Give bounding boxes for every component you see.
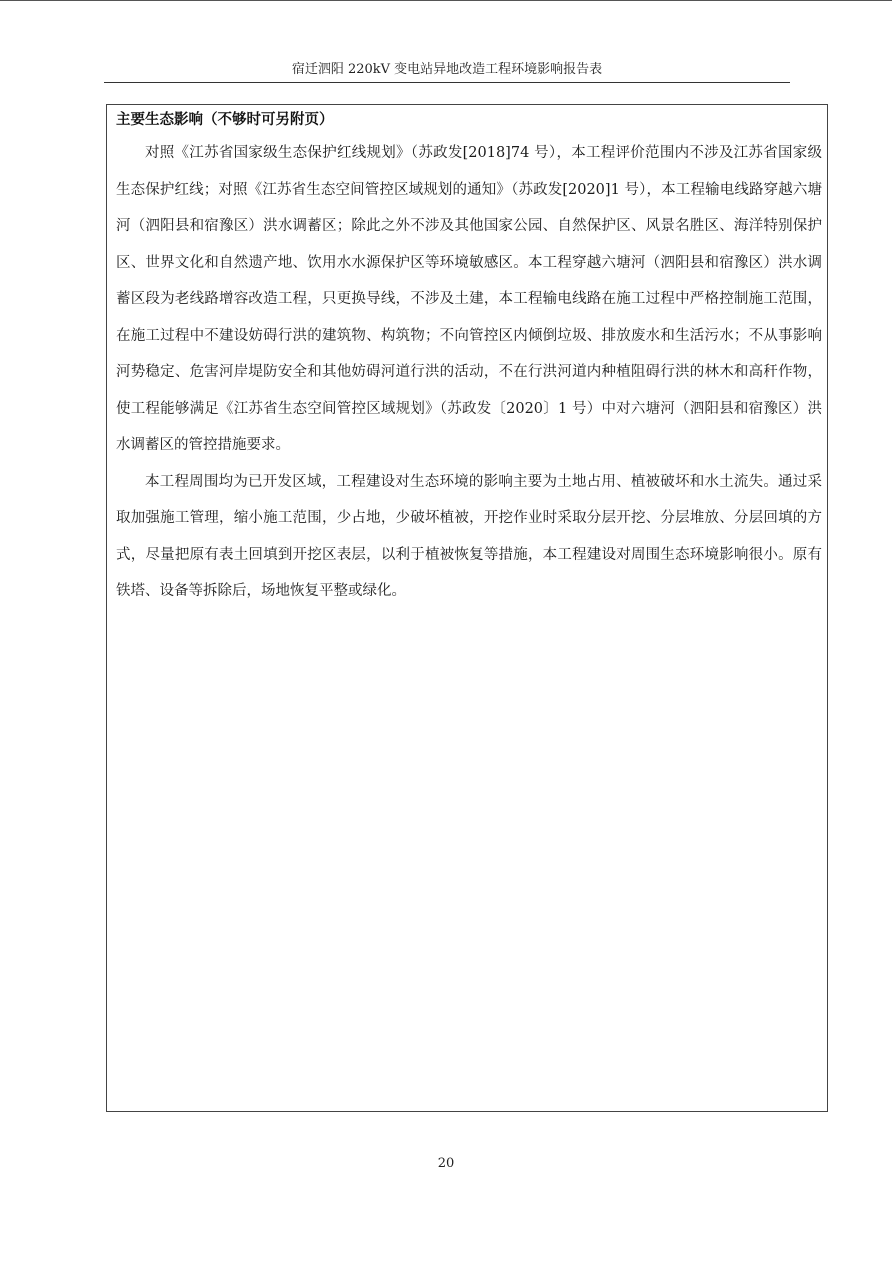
section-title: 主要生态影响（不够时可另附页） [116, 112, 334, 128]
page-header-title: 宿迁泗阳 220kV 变电站异地改造工程环境影响报告表 [291, 62, 603, 77]
content-table-cell [106, 104, 828, 1112]
section-body [116, 135, 822, 610]
page-top-border [0, 0, 892, 1]
paragraph-1: 对照《江苏省国家级生态保护红线规划》（苏政发[2018]74 号），本工程评价范围内不涉及江苏省国家级生态保护红线；对照《江苏省生态空间管控区域规划的通知》（苏政发[2020]1 号），本工程输电线路穿越六塘河（泗阳县和宿豫区）洪水调蓄区；除此之外不涉及其他国家公园、自然保护区、风景名胜区、海洋特别保护区、世界文化和自然遗产地、饮用水水源保护区等环境敏感区。本工程穿越六塘河（泗阳县和宿豫区）洪水调蓄区段为老线路增容改造工程，只更换导线，不涉及土建，本工程输电线路在施工过程中严格控制施工范围，在施工过程中不建设妨碍行洪的建筑物、构筑物；不向管控区内倾倒垃圾、排放废水和生活污水；不从事影响河势稳定、危害河岸堤防安全和其他妨碍河道行洪的活动，不在行洪河道内种植阻碍行洪的林木和高秆作物，使工程能够满足《江苏省生态空间管控区域规划》（苏政发〔2020〕1 号）中对六塘河（泗阳县和宿豫区）洪水调蓄区的管控措施要求。 [116, 145, 822, 453]
header-rule [104, 82, 790, 83]
paragraph-2: 本工程周围均为已开发区域，工程建设对生态环境的影响主要为土地占用、植被破坏和水土流失。通过采取加强施工管理，缩小施工范围，少占地，少破坏植被，开挖作业时采取分层开挖、分层堆放、分层回填的方式，尽量把原有表土回填到开挖区表层，以利于植被恢复等措施，本工程建设对周围生态环境影响很小。原有铁塔、设备等拆除后，场地恢复平整或绿化。 [116, 473, 822, 599]
page-number: 20 [437, 1156, 455, 1171]
